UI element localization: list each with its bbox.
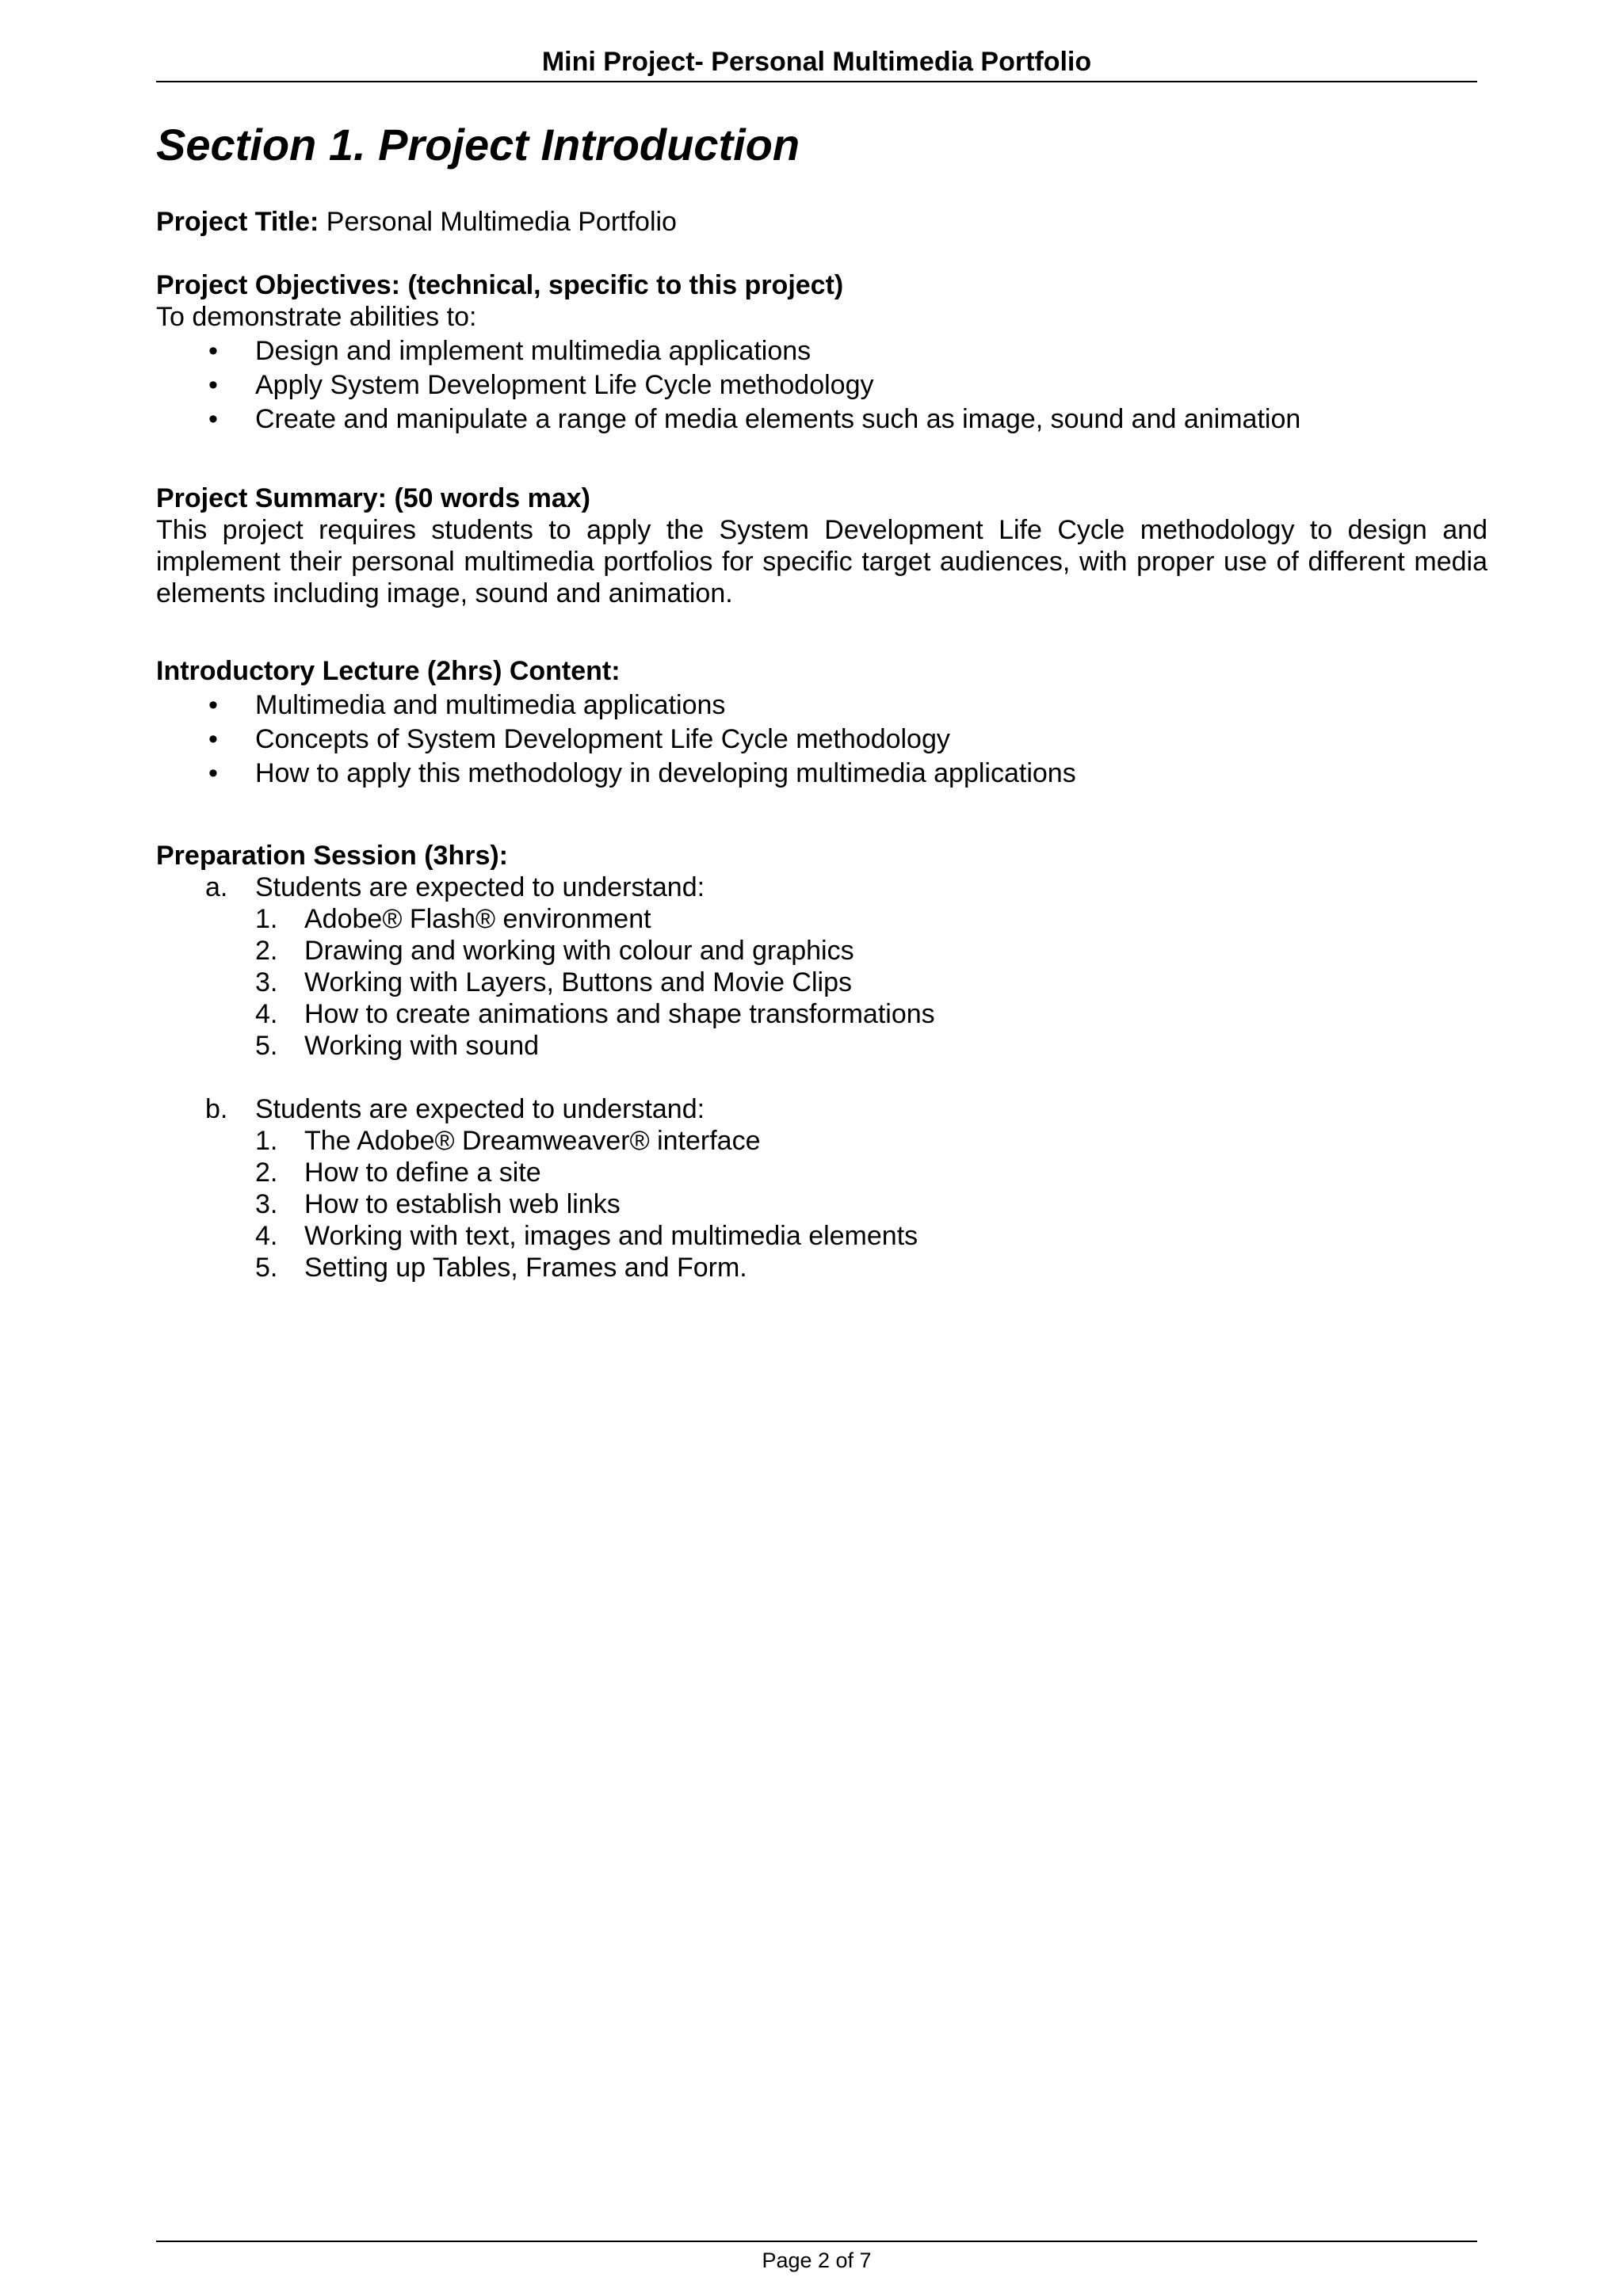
lecture-section xyxy=(156,655,1487,791)
list-item xyxy=(156,1220,1487,1252)
item-text: How to create animations and shape transformations xyxy=(304,999,935,1029)
running-header: Mini Project- Personal Multimedia Portfolio xyxy=(156,46,1477,82)
item-number: 2. xyxy=(255,936,278,966)
group-marker: b. xyxy=(205,1094,228,1124)
preparation-heading: Preparation Session (3hrs): xyxy=(156,841,509,871)
item-number: 5. xyxy=(255,1031,278,1061)
objectives-heading: Project Objectives: (technical, specific to this project) xyxy=(156,270,844,300)
item-text: How to establish web links xyxy=(304,1189,621,1219)
list-item xyxy=(156,998,1487,1030)
project-title-line xyxy=(156,206,1487,238)
item-number: 4. xyxy=(255,999,278,1029)
preparation-group-b-list xyxy=(156,1125,1487,1283)
item-text: Working with text, images and multimedia elements xyxy=(304,1221,918,1251)
preparation-group-b xyxy=(156,1093,1487,1125)
item-number: 1. xyxy=(255,904,278,934)
list-item xyxy=(156,1252,1487,1283)
list-item: • How to apply this methodology in developing multimedia applications xyxy=(156,757,1487,791)
lecture-heading: Introductory Lecture (2hrs) Content: xyxy=(156,656,621,686)
item-number: 2. xyxy=(255,1158,278,1188)
list-item: • Apply System Development Life Cycle methodology xyxy=(156,368,1487,402)
page-number: Page 2 of 7 xyxy=(156,2241,1477,2274)
project-title-value: Personal Multimedia Portfolio xyxy=(326,207,677,237)
item-text: Drawing and working with colour and graphics xyxy=(304,936,854,966)
item-text: How to define a site xyxy=(304,1158,541,1188)
list-item xyxy=(156,1157,1487,1188)
preparation-group-a xyxy=(156,871,1487,903)
item-number: 4. xyxy=(255,1221,278,1251)
list-item: • Concepts of System Development Life Cycle methodology xyxy=(156,723,1487,757)
document-body xyxy=(156,119,1487,1283)
section-title: Section 1. Project Introduction xyxy=(156,120,800,170)
group-intro: Students are expected to understand: xyxy=(255,1094,705,1124)
list-item xyxy=(156,1030,1487,1062)
summary-heading: Project Summary: (50 words max) xyxy=(156,483,590,513)
group-intro: Students are expected to understand: xyxy=(255,872,705,902)
objectives-section xyxy=(156,269,1487,437)
item-text: Working with sound xyxy=(304,1031,540,1061)
list-item xyxy=(156,1125,1487,1157)
item-number: 1. xyxy=(255,1126,278,1156)
item-text: The Adobe® Dreamweaver® interface xyxy=(304,1126,761,1156)
list-item: • Design and implement multimedia applications xyxy=(156,334,1487,368)
summary-text: This project requires students to apply the System Development Life Cycle methodology to design and implement their personal multimedia portfolios for specific target audiences, with proper use of different media elements including image, sound and animation. xyxy=(156,515,1487,608)
group-marker: a. xyxy=(205,872,228,902)
list-item xyxy=(156,967,1487,998)
item-text: Working with Layers, Buttons and Movie Clips xyxy=(304,967,853,997)
preparation-group-a-list xyxy=(156,903,1487,1062)
item-text: Adobe® Flash® environment xyxy=(304,904,651,934)
objectives-intro: To demonstrate abilities to: xyxy=(156,302,477,332)
list-item xyxy=(156,903,1487,935)
project-title-label: Project Title: xyxy=(156,207,319,237)
item-number: 5. xyxy=(255,1253,278,1283)
item-number: 3. xyxy=(255,1189,278,1219)
summary-section xyxy=(156,482,1487,609)
preparation-section xyxy=(156,840,1487,1283)
item-text: Setting up Tables, Frames and Form. xyxy=(304,1253,747,1283)
lecture-list xyxy=(156,688,1487,791)
list-item: • Multimedia and multimedia applications xyxy=(156,688,1487,723)
list-item: • Create and manipulate a range of media elements such as image, sound and animation xyxy=(156,402,1487,437)
list-item xyxy=(156,935,1487,967)
item-number: 3. xyxy=(255,967,278,997)
objectives-list xyxy=(156,334,1487,437)
list-item xyxy=(156,1188,1487,1220)
